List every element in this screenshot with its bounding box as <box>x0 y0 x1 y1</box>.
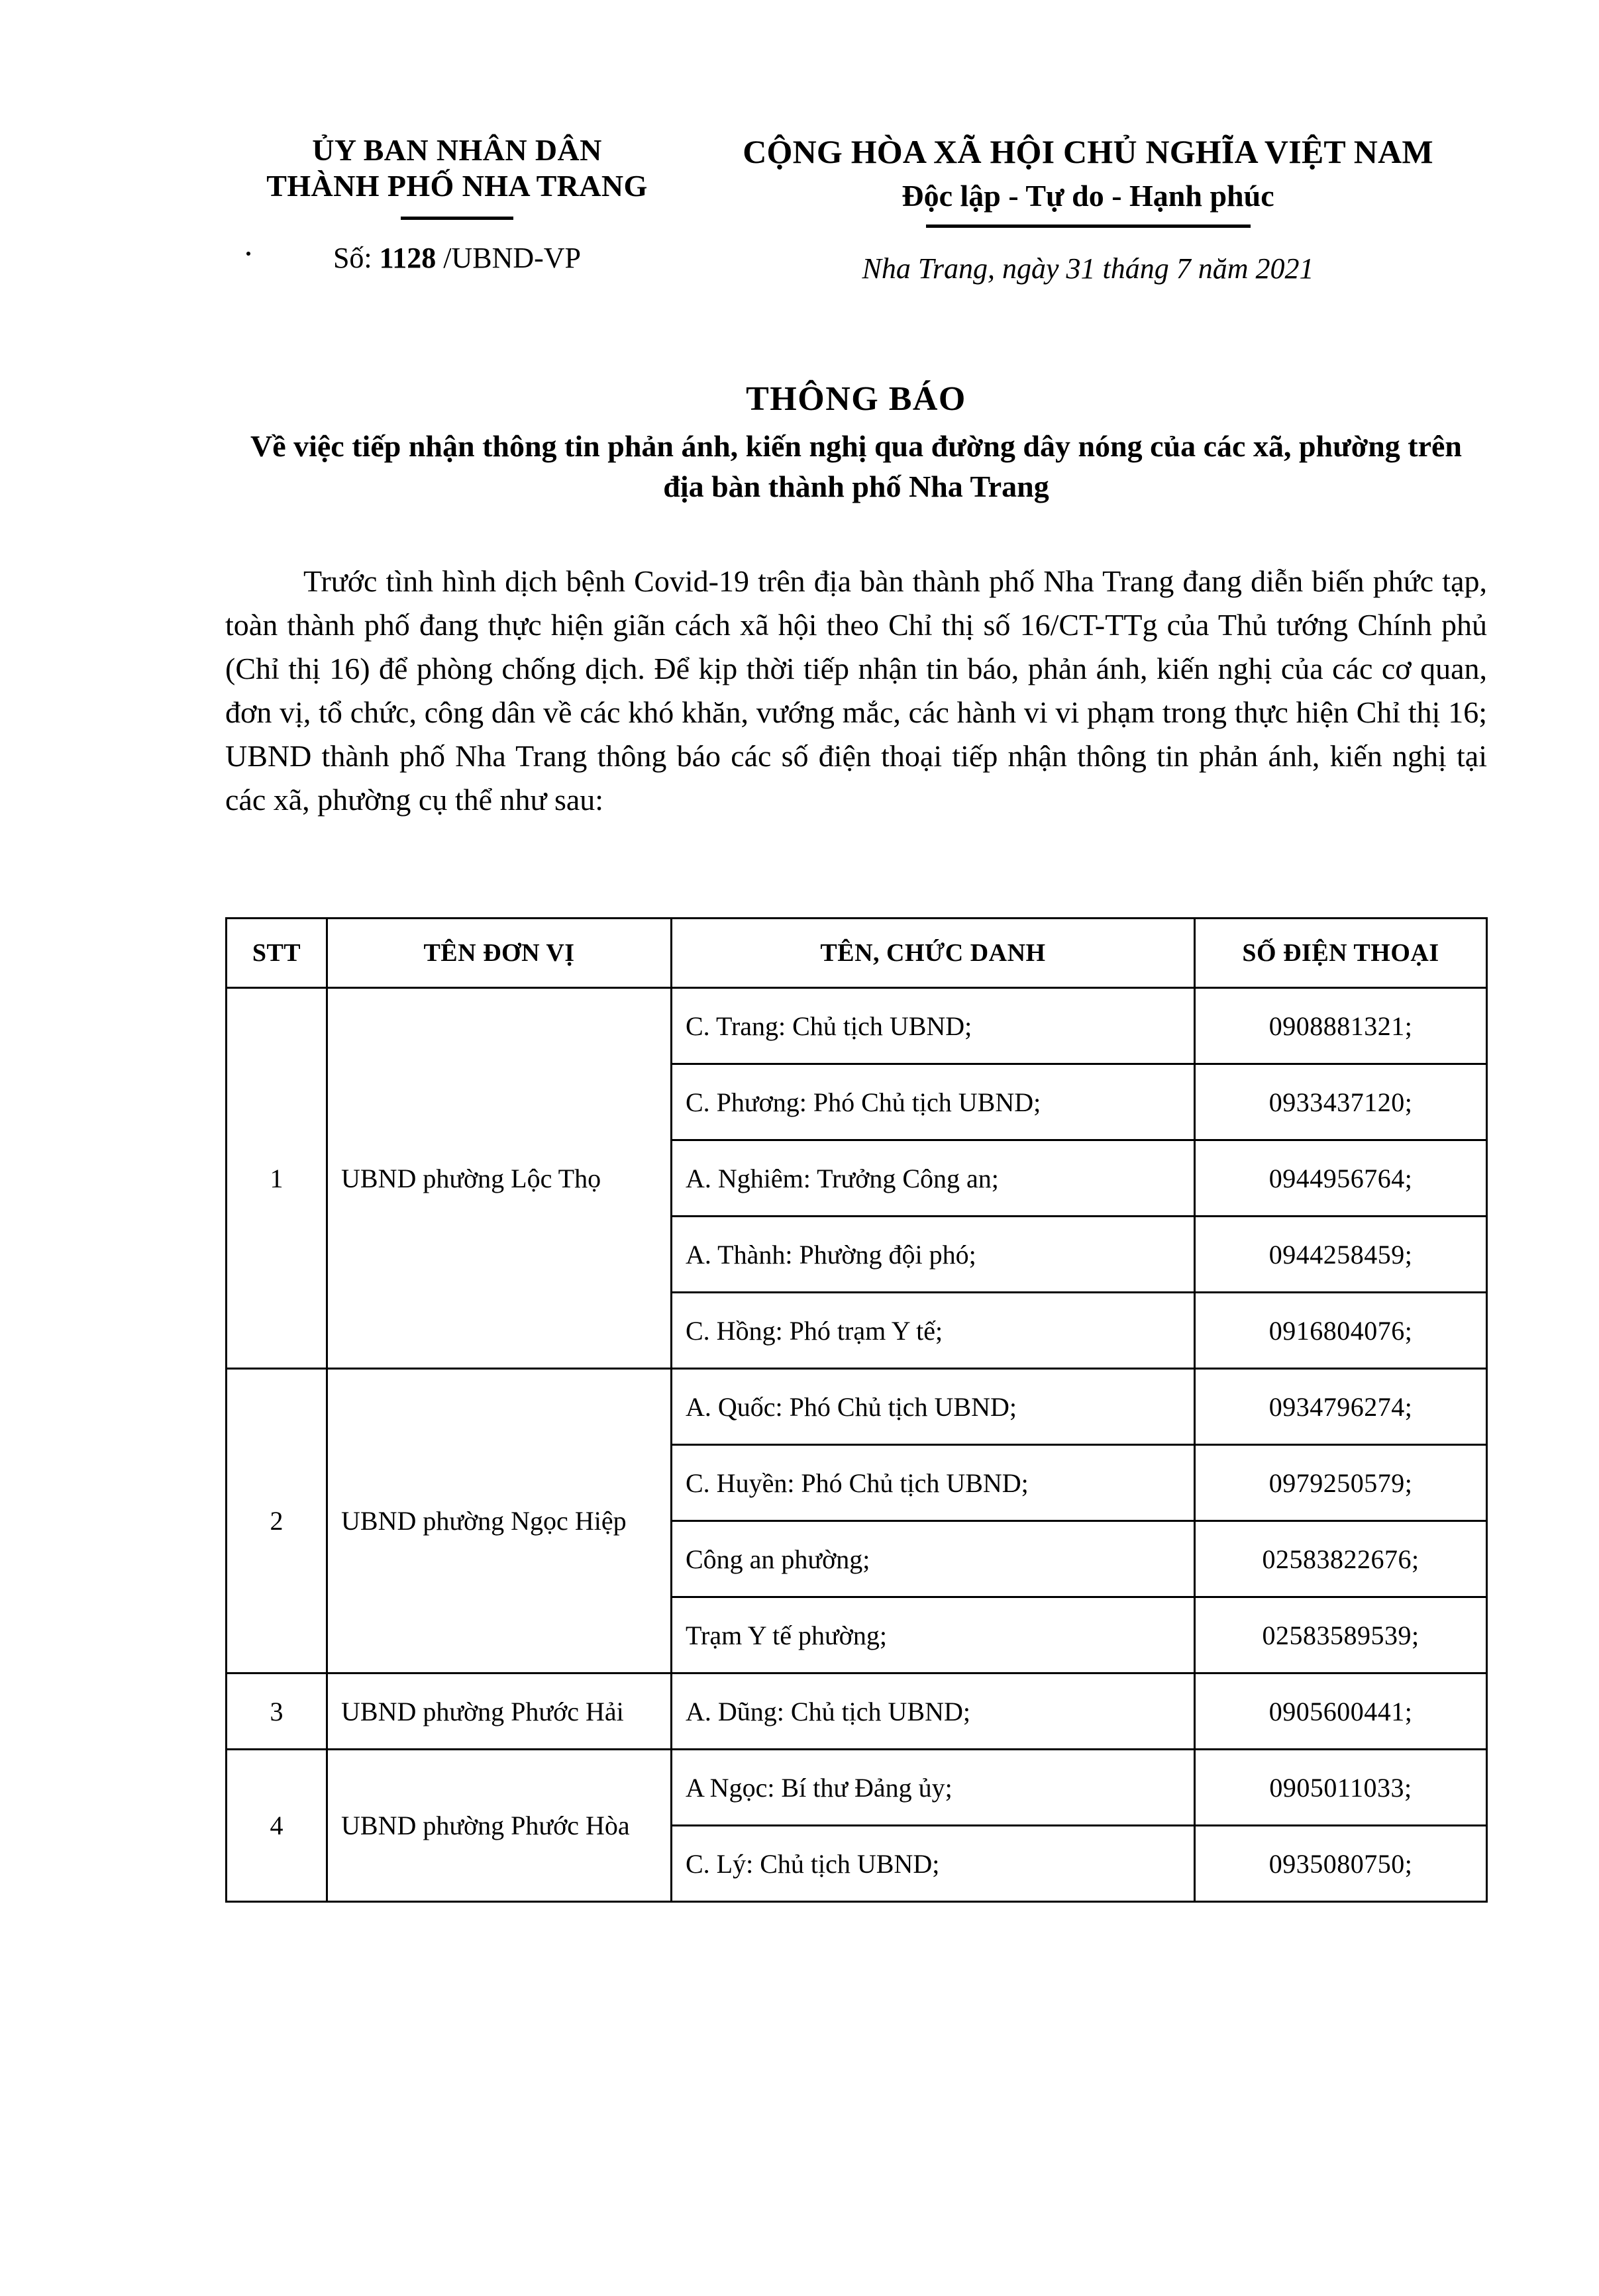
cell-phone-number: 02583822676; <box>1195 1521 1487 1597</box>
cell-stt: 2 <box>227 1369 327 1673</box>
table-row <box>227 988 1487 1064</box>
cell-person-role: A. Thành: Phường đội phó; <box>672 1217 1195 1293</box>
authority-underline <box>401 217 513 220</box>
cell-unit-name: UBND phường Phước Hải <box>327 1673 672 1750</box>
cell-stt: 4 <box>227 1750 327 1902</box>
cell-person-role: C. Lý: Chủ tịch UBND; <box>672 1826 1195 1902</box>
cell-person-role: A. Dũng: Chủ tịch UBND; <box>672 1673 1195 1750</box>
cell-unit-name: UBND phường Phước Hòa <box>327 1750 672 1902</box>
motto-underline <box>926 225 1251 228</box>
cell-person-role: A. Nghiêm: Trưởng Công an; <box>672 1140 1195 1217</box>
place-date-line: Nha Trang, ngày 31 tháng 7 năm 2021 <box>862 252 1314 285</box>
issuing-authority-block <box>225 132 689 275</box>
national-motto: Độc lập - Tự do - Hạnh phúc <box>902 179 1274 213</box>
document-number-suffix: /UBND-VP <box>443 241 582 274</box>
document-type-title: THÔNG BÁO <box>746 380 966 418</box>
table-body <box>227 988 1487 1902</box>
cell-phone-number: 02583589539; <box>1195 1597 1487 1673</box>
column-header-stt: STT <box>227 919 327 988</box>
cell-phone-number: 0933437120; <box>1195 1064 1487 1140</box>
cell-person-role: C. Huyền: Phó Chủ tịch UBND; <box>672 1445 1195 1521</box>
authority-line-1: ỦY BAN NHÂN DÂN <box>312 133 602 167</box>
cell-person-role: C. Hồng: Phó trạm Y tế; <box>672 1293 1195 1369</box>
cell-phone-number: 0916804076; <box>1195 1293 1487 1369</box>
column-header-name: TÊN, CHỨC DANH <box>672 919 1195 988</box>
cell-phone-number: 0905600441; <box>1195 1673 1487 1750</box>
cell-person-role: Công an phường; <box>672 1521 1195 1597</box>
table-row <box>227 1369 1487 1445</box>
cell-person-role: C. Trang: Chủ tịch UBND; <box>672 988 1195 1064</box>
cell-phone-number: 0944956764; <box>1195 1140 1487 1217</box>
national-heading-block <box>689 132 1487 285</box>
authority-line-2: THÀNH PHỐ NHA TRANG <box>266 169 648 203</box>
table-header-row <box>227 919 1487 988</box>
hotline-table <box>225 917 1488 1903</box>
body-paragraph: Trước tình hình dịch bệnh Covid-19 trên địa bàn thành phố Nha Trang đang diễn biến phức tạp, toàn thành phố đang thực hiện giãn cách xã hội theo Chỉ thị số 16/CT-TTg của Thủ tướng Chính phủ (Chỉ thị 16) để phòng chống dịch. Để kịp thời tiếp nhận tin báo, phản ánh, kiến nghị của các cơ quan, đơn vị, tổ chức, công dân về các khó khăn, vướng mắc, các hành vi vi phạm trong thực hiện Chỉ thị 16; UBND thành phố Nha Trang thông báo các số điện thoại tiếp nhận thông tin phản ánh, kiến nghị tại các xã, phường cụ thể như sau: <box>225 564 1487 817</box>
cell-person-role: A. Quốc: Phó Chủ tịch UBND; <box>672 1369 1195 1445</box>
cell-person-role: Trạm Y tế phường; <box>672 1597 1195 1673</box>
document-subject-title: Về việc tiếp nhận thông tin phản ánh, kiến nghị qua đường dây nóng của các xã, phường trên địa bàn thành phố Nha Trang <box>250 429 1463 504</box>
cell-unit-name: UBND phường Ngọc Hiệp <box>327 1369 672 1673</box>
cell-phone-number: 0905011033; <box>1195 1750 1487 1826</box>
cell-person-role: C. Phương: Phó Chủ tịch UBND; <box>672 1064 1195 1140</box>
national-name: CỘNG HÒA XÃ HỘI CHỦ NGHĨA VIỆT NAM <box>743 133 1433 170</box>
hotline-table-wrapper <box>225 917 1486 1903</box>
cell-person-role: A Ngọc: Bí thư Đảng ủy; <box>672 1750 1195 1826</box>
cell-phone-number: 0934796274; <box>1195 1369 1487 1445</box>
title-block <box>225 379 1487 507</box>
cell-phone-number: 0935080750; <box>1195 1826 1487 1902</box>
cell-phone-number: 0908881321; <box>1195 988 1487 1064</box>
scan-artifact-dot <box>246 252 250 256</box>
cell-stt: 3 <box>227 1673 327 1750</box>
document-number-label: Số: <box>333 241 372 274</box>
cell-stt: 1 <box>227 988 327 1369</box>
cell-unit-name: UBND phường Lộc Thọ <box>327 988 672 1369</box>
column-header-unit: TÊN ĐƠN VỊ <box>327 919 672 988</box>
document-number-value: 1128 <box>379 241 437 274</box>
table-row <box>227 1750 1487 1826</box>
document-number <box>225 241 689 275</box>
cell-phone-number: 0979250579; <box>1195 1445 1487 1521</box>
document-header <box>225 132 1487 285</box>
table-row <box>227 1673 1487 1750</box>
cell-phone-number: 0944258459; <box>1195 1217 1487 1293</box>
column-header-phone: SỐ ĐIỆN THOẠI <box>1195 919 1487 988</box>
